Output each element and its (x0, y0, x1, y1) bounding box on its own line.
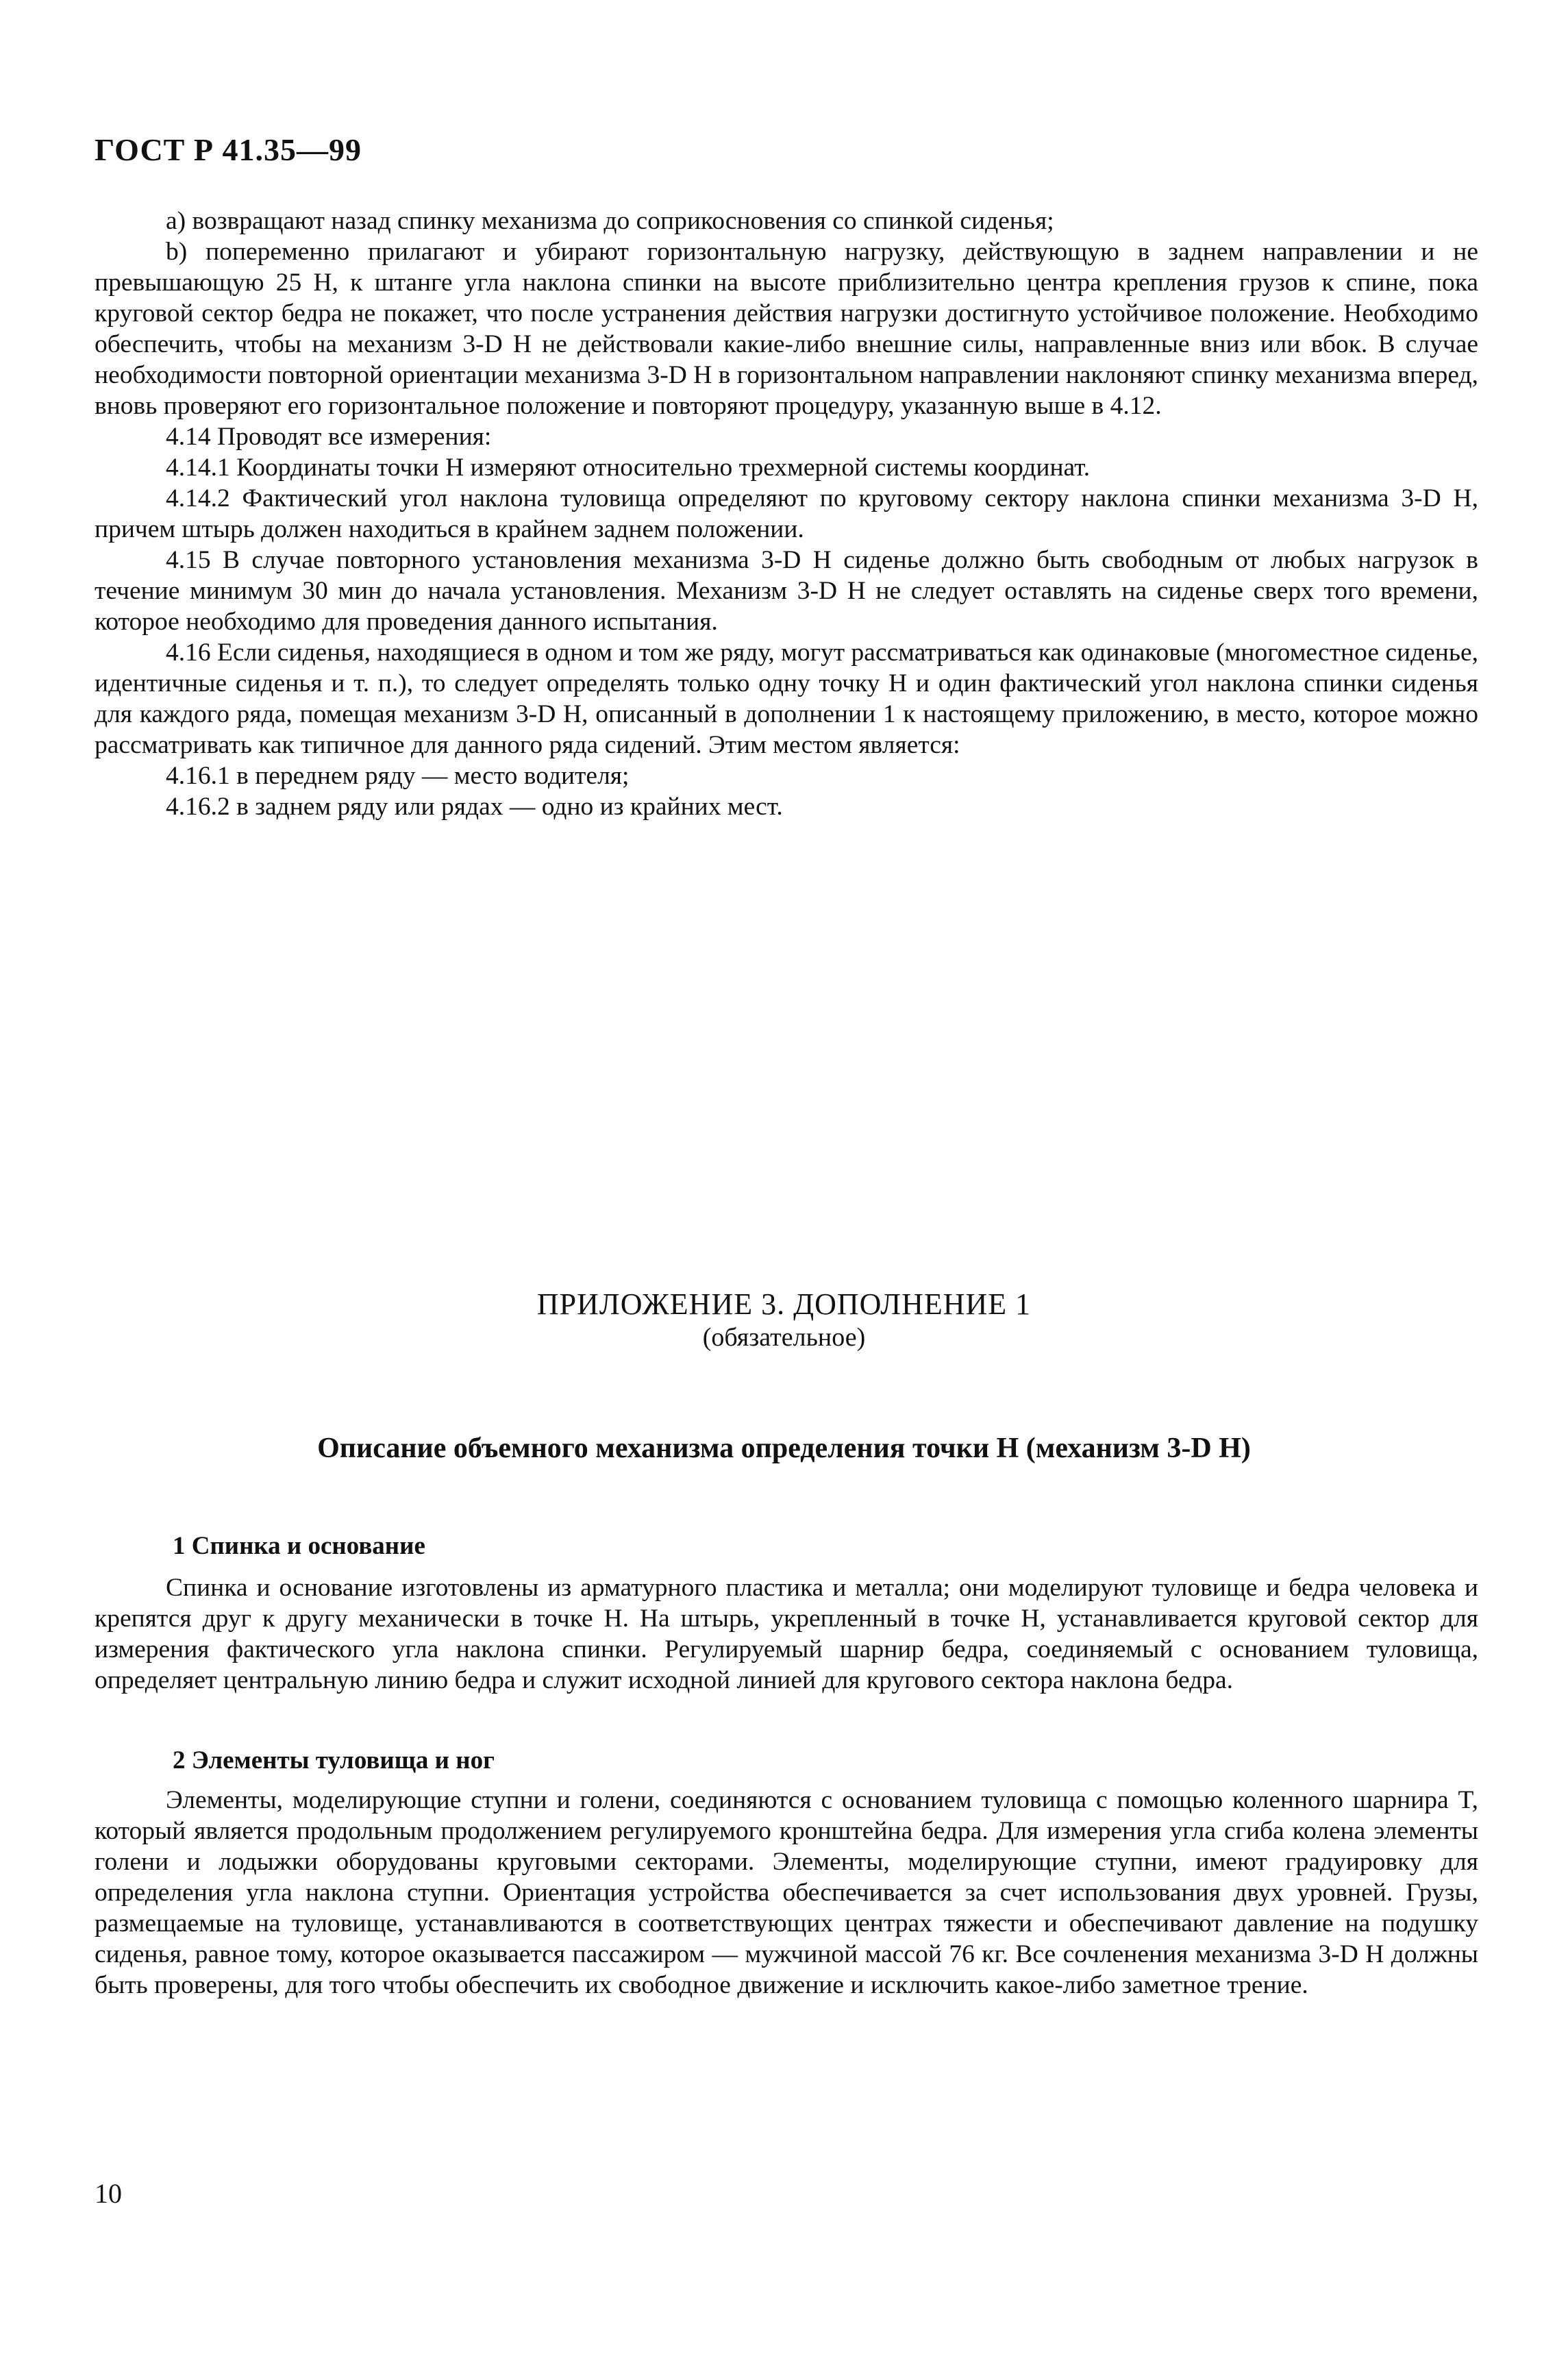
paragraph-4-14-1: 4.14.1 Координаты точки H измеряют относительно трехмерной системы координат. (166, 454, 1091, 482)
section-2-body (95, 1785, 1478, 2001)
section-2-heading: 2 Элементы туловища и ног (173, 1746, 495, 1774)
page-number: 10 (95, 2178, 122, 2209)
paragraph-4-16-1: 4.16.1 в переднем ряду — место водителя; (166, 762, 630, 790)
paragraph-4-15: 4.15 В случае повторного установления механизма 3-D H сиденье должно быть свободным от любых нагрузок в течение минимум 30 мин до начала установления. Механизм 3-D H не следует оставлять на сиденье сверх того времени, которое необходимо для проведения данного испытания. (95, 546, 1478, 636)
paragraph-4-14: 4.14 Проводят все измерения: (166, 423, 492, 451)
appendix-subtitle: (обязательное) (702, 1323, 866, 1352)
section-2-paragraph: Элементы, моделирующие ступни и голени, соединяются с основанием туловища с помощью коленного шарнира T, который является продольным продолжением регулируемого кронштейна бедра. Для измерения угла сгиба колена элементы голени и лодыжки оборудованы круговыми секторами. Элементы, моделирующие ступни, имеют градуировку для определения угла наклона ступни. Ориентация устройства обеспечивается за счет использования двух уровней. Грузы, размещаемые на туловище, устанавливаются в соответствующих центрах тяжести и обеспечивают давление на подушку сиденья, равное тому, которое оказывается пассажиром — мужчиной массой 76 кг. Все сочленения механизма 3-D H должны быть проверены, для того чтобы обеспечить их свободное движение и исключить какое-либо заметное трение. (95, 1786, 1478, 1999)
paragraph-a: а) возвращают назад спинку механизма до соприкосновения со спинкой сиденья; (166, 207, 1054, 235)
page-header: ГОСТ Р 41.35—99 (95, 132, 362, 167)
section-1-heading: 1 Спинка и основание (173, 1532, 425, 1560)
appendix-title: ПРИЛОЖЕНИЕ 3. ДОПОЛНЕНИЕ 1 (536, 1287, 1032, 1321)
appendix-heading: Описание объемного механизма определения точки H (механизм 3-D H) (317, 1433, 1251, 1464)
procedure-text-block (95, 206, 1478, 822)
section-1-paragraph: Спинка и основание изготовлены из арматурного пластика и металла; они моделируют туловище и бедра человека и крепятся друг к другу механически в точке H. На штырь, укрепленный в точке H, устанавливается круговой сектор для измерения фактического угла наклона спинки. Регулируемый шарнир бедра, соединяемый с основанием туловища, определяет центральную линию бедра и служит исходной линией для кругового сектора наклона бедра. (95, 1574, 1478, 1694)
paragraph-4-14-2: 4.14.2 Фактический угол наклона туловища определяют по круговому сектору наклона спинки механизма 3-D H, причем штырь должен находиться в крайнем заднем положении. (95, 484, 1478, 543)
paragraph-b: b) попеременно прилагают и убирают горизонтальную нагрузку, действующую в заднем направлении и не превышающую 25 Н, к штанге угла наклона спинки на высоте приблизительно центра крепления грузов к спине, пока круговой сектор бедра не покажет, что после устранения действия нагрузки достигнуто устойчивое положение. Необходимо обеспечить, чтобы на механизм 3-D H не действовали какие-либо внешние силы, направленные вниз или вбок. В случае необходимости повторной ориентации механизма 3-D H в горизонтальном направлении наклоняют спинку механизма вперед, вновь проверяют его горизонтальное положение и повторяют процедуру, указанную выше в 4.12. (95, 238, 1478, 420)
section-1-body (95, 1572, 1478, 1696)
paragraph-4-16-2: 4.16.2 в заднем ряду или рядах — одно из крайних мест. (166, 793, 783, 821)
paragraph-4-16: 4.16 Если сиденья, находящиеся в одном и том же ряду, могут рассматриваться как одинаковые (многоместное сиденье, идентичные сиденья и т. п.), то следует определять только одну точку H и один фактический угол наклона спинки сиденья для каждого ряда, помещая механизм 3-D H, описанный в дополнении 1 к настоящему приложению, в место, которое можно рассматривать как типичное для данного ряда сидений. Этим местом является: (95, 639, 1478, 759)
